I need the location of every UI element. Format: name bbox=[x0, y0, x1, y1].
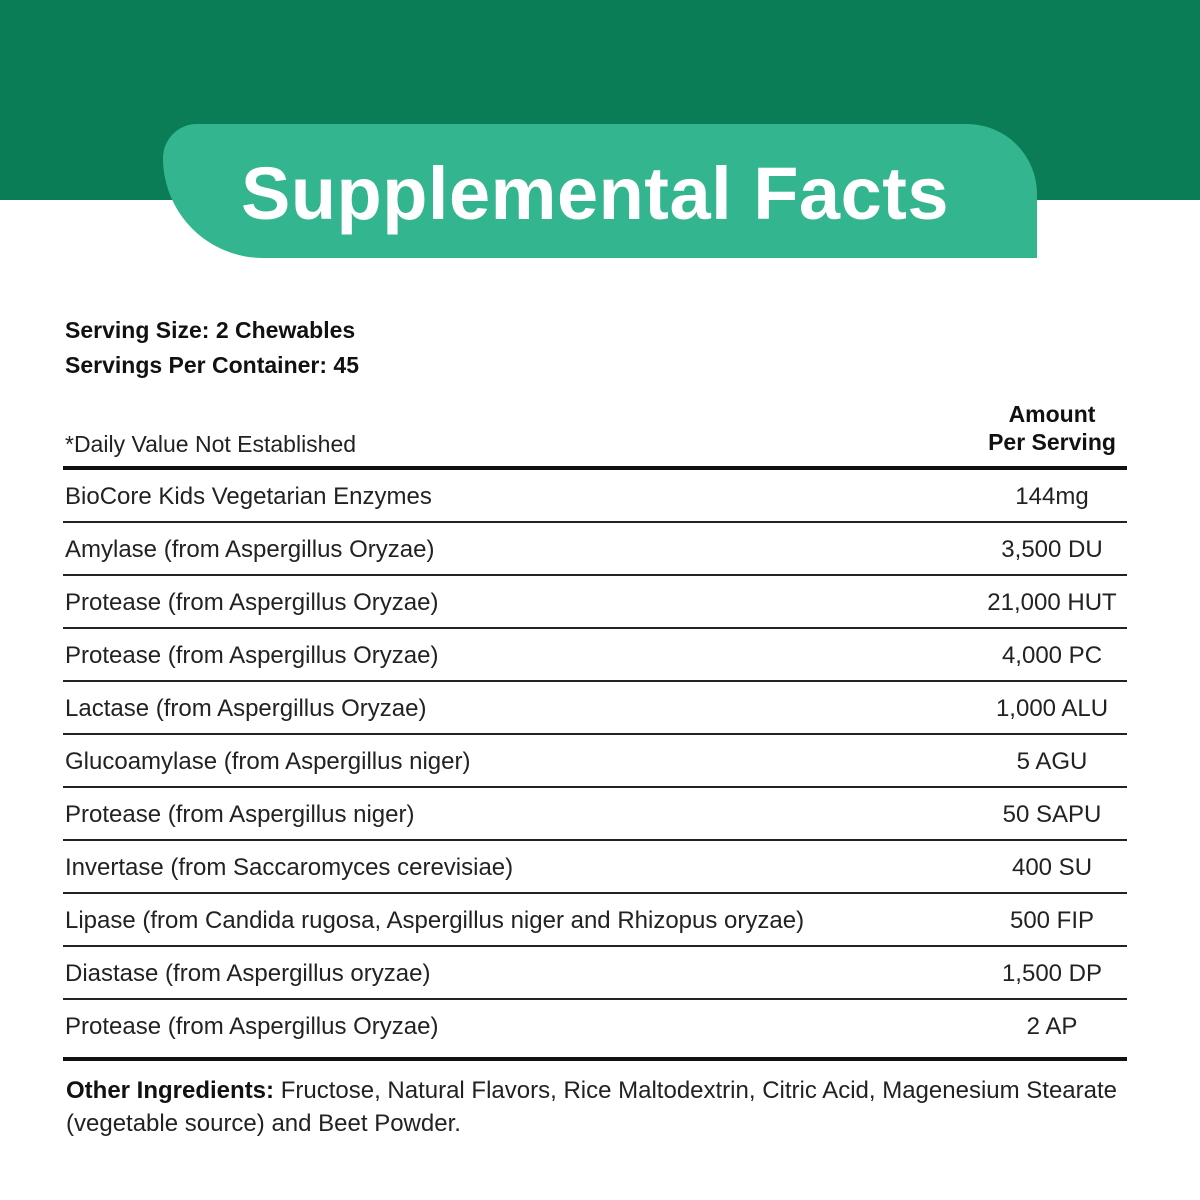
other-ingredients-label: Other Ingredients: bbox=[66, 1077, 275, 1104]
serving-info bbox=[65, 313, 359, 383]
ingredient-name: Amylase (from Aspergillus Oryzae) bbox=[65, 536, 435, 563]
table-row bbox=[63, 523, 1127, 576]
daily-value-note: *Daily Value Not Established bbox=[65, 431, 357, 457]
serving-size: Serving Size: 2 Chewables bbox=[65, 317, 356, 343]
table-row bbox=[63, 788, 1127, 841]
table-row bbox=[63, 470, 1127, 523]
ingredient-amount: 400 SU bbox=[1011, 854, 1093, 881]
amount-heading-line1: Amount bbox=[1008, 401, 1096, 427]
ingredient-amount: 144mg bbox=[1015, 483, 1089, 510]
ingredient-name: Invertase (from Saccaromyces cerevisiae) bbox=[65, 854, 514, 881]
ingredient-name: Lipase (from Candida rugosa, Aspergillus niger and Rhizopus oryzae) bbox=[65, 907, 805, 934]
ingredient-amount: 3,500 DU bbox=[1001, 536, 1103, 563]
table-row bbox=[63, 894, 1127, 947]
ingredient-amount: 1,500 DP bbox=[1001, 960, 1103, 987]
amount-per-serving-heading bbox=[977, 400, 1127, 456]
ingredient-amount: 21,000 HUT bbox=[987, 589, 1117, 616]
ingredient-amount: 50 SAPU bbox=[1002, 801, 1102, 828]
other-ingredients-text: Fructose, Natural Flavors, Rice Maltodextrin, Citric Acid, Magenesium Stearate (vegetable source) and Beet Powder. bbox=[66, 1077, 1118, 1137]
table-row bbox=[63, 682, 1127, 735]
ingredient-amount: 5 AGU bbox=[1016, 748, 1088, 775]
amount-heading-line2: Per Serving bbox=[988, 429, 1116, 455]
table-row bbox=[63, 576, 1127, 629]
facts-table bbox=[63, 470, 1127, 1053]
table-row bbox=[63, 735, 1127, 788]
ingredient-name: Diastase (from Aspergillus oryzae) bbox=[65, 960, 431, 987]
servings-per-container: Servings Per Container: 45 bbox=[65, 352, 359, 378]
title-banner bbox=[163, 124, 1037, 258]
other-ingredients bbox=[66, 1074, 1126, 1140]
ingredient-amount: 500 FIP bbox=[1009, 907, 1095, 934]
table-row bbox=[63, 629, 1127, 682]
ingredient-amount: 4,000 PC bbox=[1001, 642, 1103, 669]
page-title: Supplemental Facts bbox=[240, 151, 950, 235]
ingredient-name: Protease (from Aspergillus Oryzae) bbox=[65, 589, 439, 616]
table-row bbox=[63, 841, 1127, 894]
bottom-thick-rule bbox=[63, 1057, 1127, 1061]
ingredient-amount: 2 AP bbox=[1026, 1013, 1078, 1040]
ingredient-name: Protease (from Aspergillus Oryzae) bbox=[65, 642, 439, 669]
table-header bbox=[65, 398, 1127, 468]
ingredient-amount: 1,000 ALU bbox=[995, 695, 1109, 722]
ingredient-name: BioCore Kids Vegetarian Enzymes bbox=[65, 483, 432, 510]
table-row bbox=[63, 947, 1127, 1000]
ingredient-name: Protease (from Aspergillus Oryzae) bbox=[65, 1013, 439, 1040]
ingredient-name: Lactase (from Aspergillus Oryzae) bbox=[65, 695, 427, 722]
table-row bbox=[63, 1000, 1127, 1053]
ingredient-name: Protease (from Aspergillus niger) bbox=[65, 801, 415, 828]
ingredient-name: Glucoamylase (from Aspergillus niger) bbox=[65, 748, 471, 775]
